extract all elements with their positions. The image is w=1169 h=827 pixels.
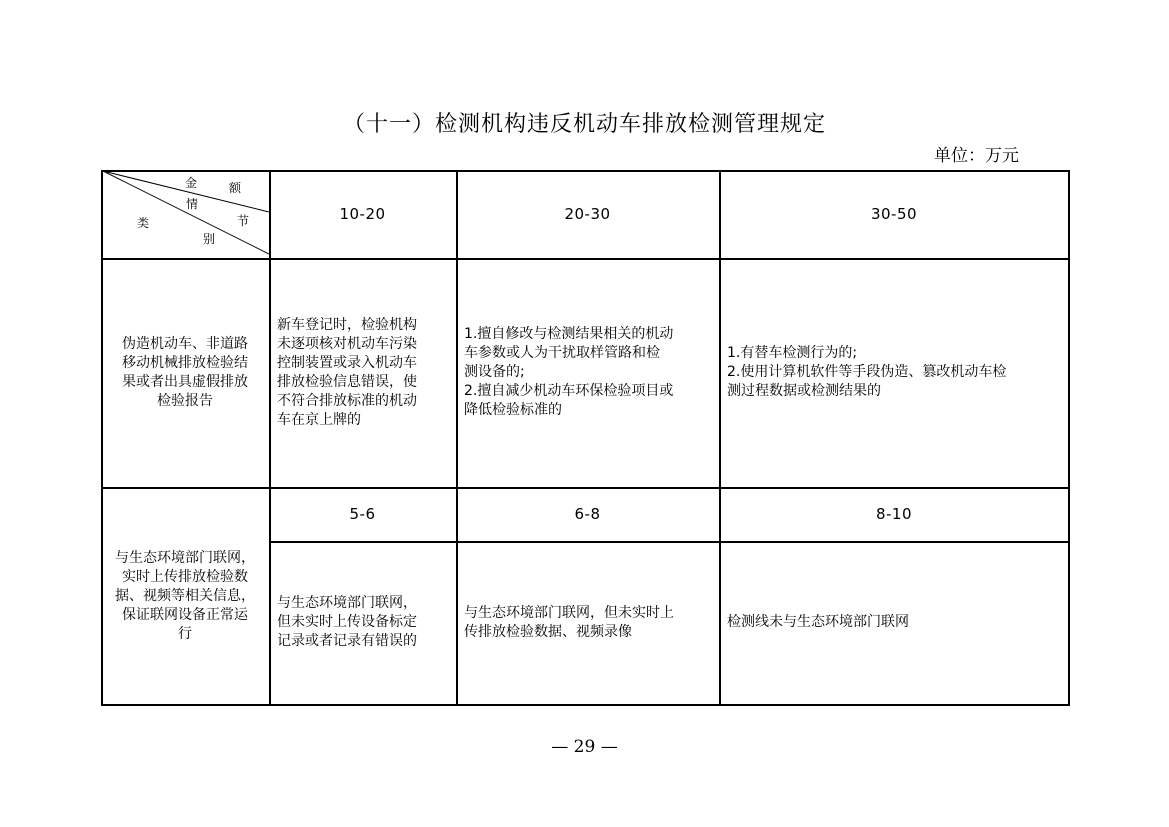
category-text: 与生态环境部门联网， 实时上传排放检验数 据、视频等相关信息， 保证联网设备正常运 行 [115,549,255,642]
circumstance-cell [456,541,719,704]
unit-label: 单位：万元 [934,146,1019,166]
header-label-circumstance: 情 [186,197,199,211]
category-text: 伪造机动车、非道路 移动机械排放检验结 果或者出具虚假排放 检验报告 [122,335,248,409]
penalty-table [101,170,1069,705]
circumstance-text: 1.有替车检测行为的; 2.使用计算机软件等手段伪造、篡改机动车检 测过程数据或检测结果的 [727,345,1007,399]
header-label-circumstance-2: 节 [237,214,250,228]
circumstance-text: 新车登记时，检验机构 未逐项核对机动车污染 控制装置或录入机动车 排放检验信息错误，使 不符合排放标准的机动 车在京上牌的 [277,316,417,428]
header-label-category: 类 [137,216,150,230]
amount-range: 5-6 [349,504,376,523]
header-label-amount-2: 额 [229,181,242,195]
header-corner-cell [101,170,269,258]
amount-range-cell [269,487,456,541]
amount-range-cell [456,487,719,541]
category-cell [101,258,269,487]
circumstance-cell [719,541,1069,704]
amount-range-cell [719,170,1069,258]
amount-range: 30-50 [870,204,918,223]
circumstance-text: 与生态环境部门联网， 但未实时上传设备标定 记录或者记录有错误的 [277,595,417,649]
amount-range-cell [269,170,456,258]
header-label-amount: 金 [185,176,198,190]
circumstance-cell [269,258,456,487]
amount-range: 6-8 [574,504,601,523]
amount-range-cell [456,170,719,258]
circumstance-text: 1.擅自修改与检测结果相关的机动 车参数或人为干扰取样管路和检 测设备的; 2.擅自减少机动车环保检验项目或 降低检验标准的 [464,326,674,418]
amount-range-cell [719,487,1069,541]
circumstance-cell [719,258,1069,487]
category-cell [101,487,269,705]
circumstance-text: 与生态环境部门联网，但未实时上 传排放检验数据、视频录像 [464,604,674,640]
header-label-category-2: 别 [203,232,216,246]
amount-range: 10-20 [339,204,386,223]
circumstance-text: 检测线未与生态环境部门联网 [727,614,909,630]
page-number: — 29 — [551,737,618,757]
circumstance-cell [456,258,719,487]
circumstance-cell [269,541,456,704]
amount-range: 20-30 [564,204,611,223]
page-title: （十一）检测机构违反机动车排放检测管理规定 [342,112,826,137]
amount-range: 8-10 [875,504,913,523]
